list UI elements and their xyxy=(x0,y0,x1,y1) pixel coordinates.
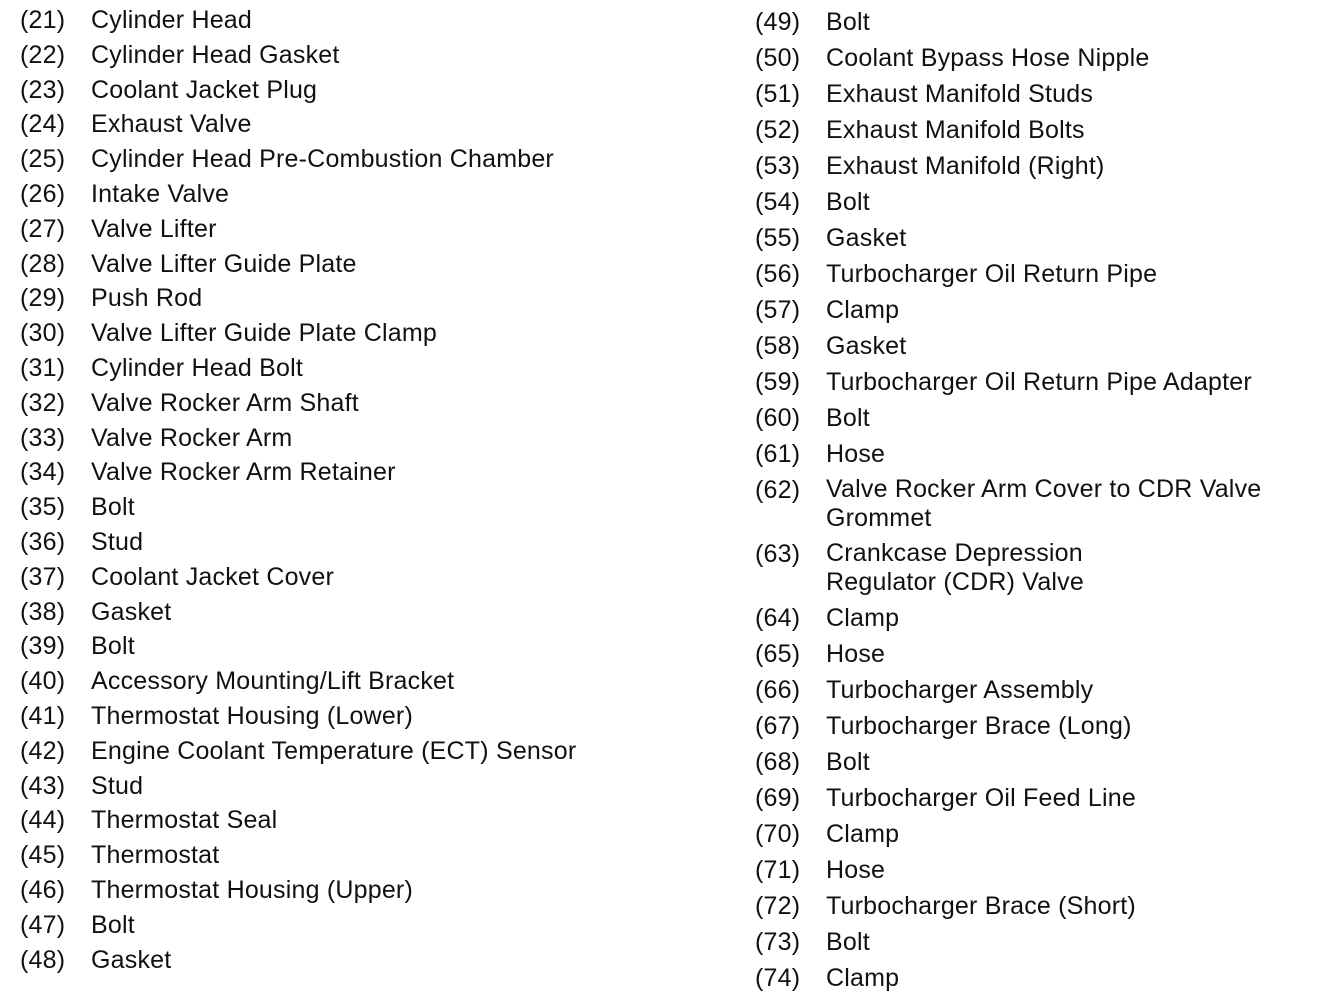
item-number: (43) xyxy=(20,771,66,800)
item-label xyxy=(91,3,252,38)
item-number: (30) xyxy=(20,319,66,348)
item-number: (74) xyxy=(755,964,801,992)
item-number: (69) xyxy=(755,784,801,812)
item-number: (68) xyxy=(755,748,801,776)
item-number: (28) xyxy=(20,249,66,278)
item-label-line: Coolant Jacket Plug xyxy=(91,75,318,104)
item-number: (62) xyxy=(755,476,801,504)
item-label-line: Turbocharger Assembly xyxy=(826,676,1094,704)
item-label-line: Stud xyxy=(91,771,144,800)
item-label-line: Coolant Bypass Hose Nipple xyxy=(826,44,1150,72)
item-label xyxy=(826,76,1093,112)
item-number: (40) xyxy=(20,667,66,696)
legend-item xyxy=(20,734,710,769)
legend-item xyxy=(755,400,1325,436)
item-number: (41) xyxy=(20,701,66,730)
item-label-line: Regulator (CDR) Valve xyxy=(826,568,1084,596)
legend-item xyxy=(755,148,1325,184)
item-number: (63) xyxy=(755,540,801,568)
item-label xyxy=(826,184,870,220)
item-label xyxy=(91,386,359,421)
item-label-line: Turbocharger Oil Feed Line xyxy=(826,784,1136,812)
item-number: (61) xyxy=(755,440,801,468)
item-label xyxy=(91,38,340,73)
item-label-line: Bolt xyxy=(826,928,870,956)
item-number: (73) xyxy=(755,928,801,956)
item-label-line: Valve Rocker Arm Cover to CDR Valve xyxy=(826,475,1262,503)
item-label-line: Bolt xyxy=(91,493,135,522)
legend-item xyxy=(20,908,710,943)
item-number: (57) xyxy=(755,296,801,324)
legend-item xyxy=(755,924,1325,960)
item-label xyxy=(91,212,217,247)
legend-item xyxy=(20,316,710,351)
item-label xyxy=(826,960,899,996)
legend-item xyxy=(20,595,710,630)
item-label-line: Bolt xyxy=(826,404,870,432)
item-number: (35) xyxy=(20,493,66,522)
item-number: (71) xyxy=(755,856,801,884)
item-label-line: Push Rod xyxy=(91,284,203,313)
item-label-line: Crankcase Depression xyxy=(826,539,1083,567)
item-label-line: Cylinder Head Pre-Combustion Chamber xyxy=(91,145,554,174)
legend-item xyxy=(755,888,1325,924)
legend-item xyxy=(755,436,1325,472)
item-label xyxy=(91,142,554,177)
item-label-line: Valve Lifter Guide Plate xyxy=(91,249,357,278)
item-number: (58) xyxy=(755,332,801,360)
legend-item xyxy=(20,107,710,142)
item-number: (56) xyxy=(755,260,801,288)
legend-item xyxy=(755,184,1325,220)
item-label xyxy=(91,351,303,386)
item-label xyxy=(91,734,576,769)
item-number: (48) xyxy=(20,945,66,974)
item-label xyxy=(826,636,885,672)
item-label xyxy=(91,560,334,595)
legend-item xyxy=(20,629,710,664)
item-number: (24) xyxy=(20,110,66,139)
item-number: (60) xyxy=(755,404,801,432)
legend-item xyxy=(20,490,710,525)
item-label xyxy=(91,107,252,142)
item-label xyxy=(91,629,135,664)
item-label-line: Valve Rocker Arm Shaft xyxy=(91,388,359,417)
item-number: (51) xyxy=(755,80,801,108)
item-label xyxy=(91,525,143,560)
item-number: (50) xyxy=(755,44,801,72)
item-label-line: Clamp xyxy=(826,604,900,632)
legend-item xyxy=(20,421,710,456)
legend-item xyxy=(20,699,710,734)
legend-item xyxy=(755,960,1325,996)
item-label-line: Bolt xyxy=(826,748,870,776)
item-label xyxy=(826,256,1157,292)
legend-item xyxy=(20,386,710,421)
item-label-line: Turbocharger Brace (Long) xyxy=(826,712,1132,740)
item-number: (36) xyxy=(20,527,66,556)
item-label-line: Engine Coolant Temperature (ECT) Sensor xyxy=(91,736,577,765)
legend-column-left xyxy=(20,3,710,977)
item-label-line: Thermostat Housing (Upper) xyxy=(91,875,413,904)
item-number: (46) xyxy=(20,875,66,904)
item-label-line: Bolt xyxy=(91,910,135,939)
item-number: (65) xyxy=(755,640,801,668)
item-number: (21) xyxy=(20,6,66,34)
legend-item xyxy=(755,4,1325,40)
item-label xyxy=(91,908,135,943)
item-label xyxy=(826,4,870,40)
item-label xyxy=(826,40,1149,76)
item-label-line: Coolant Jacket Cover xyxy=(91,562,335,591)
legend-item xyxy=(755,40,1325,76)
item-label xyxy=(826,328,906,364)
item-label xyxy=(91,873,413,908)
item-number: (23) xyxy=(20,75,66,104)
item-label-line: Cylinder Head Bolt xyxy=(91,353,304,382)
item-label xyxy=(826,112,1085,148)
legend-item xyxy=(20,873,710,908)
item-label xyxy=(826,292,899,328)
legend-item xyxy=(20,664,710,699)
item-number: (49) xyxy=(755,8,801,36)
item-label xyxy=(91,73,317,108)
item-label xyxy=(826,816,899,852)
legend-item xyxy=(20,142,710,177)
legend-item xyxy=(755,744,1325,780)
legend-item xyxy=(755,852,1325,888)
legend-item xyxy=(755,328,1325,364)
legend-item xyxy=(20,351,710,386)
item-label xyxy=(826,400,870,436)
legend-item xyxy=(20,3,710,38)
item-label-line: Turbocharger Brace (Short) xyxy=(826,892,1136,920)
legend-item xyxy=(20,838,710,873)
item-number: (45) xyxy=(20,841,66,870)
legend-item xyxy=(20,73,710,108)
item-label-line: Valve Lifter xyxy=(91,214,217,243)
item-label-line: Thermostat Housing (Lower) xyxy=(91,701,413,730)
item-label-line: Clamp xyxy=(826,964,900,992)
item-number: (52) xyxy=(755,116,801,144)
item-label-line: Turbocharger Oil Return Pipe xyxy=(826,260,1158,288)
item-number: (55) xyxy=(755,224,801,252)
item-label xyxy=(826,672,1093,708)
item-label-line: Clamp xyxy=(826,820,900,848)
item-label xyxy=(91,769,143,804)
item-number: (66) xyxy=(755,676,801,704)
legend-item xyxy=(755,780,1325,816)
item-label xyxy=(91,490,135,525)
item-label-line: Gasket xyxy=(91,597,172,626)
legend-item xyxy=(20,38,710,73)
item-label xyxy=(826,852,885,888)
item-label xyxy=(91,838,219,873)
legend-item xyxy=(20,769,710,804)
legend-item xyxy=(755,816,1325,852)
item-label-line: Stud xyxy=(91,527,144,556)
item-number: (22) xyxy=(20,40,66,69)
item-label xyxy=(91,281,202,316)
item-number: (70) xyxy=(755,820,801,848)
item-label-line: Thermostat xyxy=(91,841,220,870)
legend-item xyxy=(755,636,1325,672)
item-label-line: Hose xyxy=(826,856,886,884)
item-number: (37) xyxy=(20,562,66,591)
item-label-line: Exhaust Valve xyxy=(91,110,252,139)
item-label xyxy=(826,780,1136,816)
item-label-line: Thermostat Seal xyxy=(91,806,278,835)
legend-item xyxy=(755,600,1325,636)
legend-item xyxy=(755,536,1325,600)
legend-item xyxy=(20,212,710,247)
item-label xyxy=(826,600,899,636)
item-number: (33) xyxy=(20,423,66,452)
legend-item xyxy=(755,76,1325,112)
item-number: (25) xyxy=(20,145,66,174)
legend-item xyxy=(755,256,1325,292)
legend-item xyxy=(755,112,1325,148)
item-label-line: Cylinder Head xyxy=(91,6,253,34)
legend-item xyxy=(20,281,710,316)
item-number: (44) xyxy=(20,806,66,835)
item-label-line: Valve Rocker Arm Retainer xyxy=(91,458,396,487)
item-label-line: Gasket xyxy=(826,224,907,252)
item-label xyxy=(91,595,171,630)
legend-column-right xyxy=(755,4,1325,996)
legend-item xyxy=(20,455,710,490)
item-number: (39) xyxy=(20,632,66,661)
legend-item xyxy=(20,943,710,978)
item-label xyxy=(91,803,277,838)
item-label xyxy=(91,247,357,282)
item-label-line: Exhaust Manifold (Right) xyxy=(826,152,1105,180)
item-number: (32) xyxy=(20,388,66,417)
item-label-line: Cylinder Head Gasket xyxy=(91,40,340,69)
legend-item xyxy=(755,472,1325,536)
item-label-line: Gasket xyxy=(826,332,907,360)
item-label-line: Hose xyxy=(826,440,886,468)
item-number: (53) xyxy=(755,152,801,180)
item-label-line: Accessory Mounting/Lift Bracket xyxy=(91,667,455,696)
item-number: (29) xyxy=(20,284,66,313)
item-label-line: Grommet xyxy=(826,504,932,532)
item-label-line: Gasket xyxy=(91,945,172,974)
item-number: (67) xyxy=(755,712,801,740)
item-number: (42) xyxy=(20,736,66,765)
item-label-line: Valve Rocker Arm xyxy=(91,423,293,452)
item-number: (47) xyxy=(20,910,66,939)
item-number: (26) xyxy=(20,179,66,208)
legend-item xyxy=(755,708,1325,744)
item-number: (34) xyxy=(20,458,66,487)
item-label xyxy=(91,316,437,351)
item-number: (72) xyxy=(755,892,801,920)
item-label-line: Intake Valve xyxy=(91,179,230,208)
item-label xyxy=(826,924,870,960)
item-label xyxy=(826,472,1261,533)
item-label xyxy=(826,436,885,472)
item-label xyxy=(91,699,413,734)
item-label xyxy=(91,421,292,456)
item-label-line: Bolt xyxy=(91,632,135,661)
item-label xyxy=(826,536,1084,597)
legend-item xyxy=(20,560,710,595)
item-label xyxy=(826,364,1252,400)
item-label xyxy=(826,220,906,256)
legend-item xyxy=(20,803,710,838)
item-number: (27) xyxy=(20,214,66,243)
item-label-line: Valve Lifter Guide Plate Clamp xyxy=(91,319,437,348)
item-label-line: Exhaust Manifold Bolts xyxy=(826,116,1085,144)
legend-item xyxy=(755,292,1325,328)
legend-item xyxy=(755,364,1325,400)
item-label xyxy=(826,148,1105,184)
item-number: (31) xyxy=(20,353,66,382)
item-label-line: Turbocharger Oil Return Pipe Adapter xyxy=(826,368,1252,396)
item-label-line: Hose xyxy=(826,640,886,668)
item-label-line: Clamp xyxy=(826,296,900,324)
item-label xyxy=(826,888,1136,924)
legend-item xyxy=(755,220,1325,256)
item-number: (54) xyxy=(755,188,801,216)
item-label-line: Bolt xyxy=(826,188,870,216)
item-number: (59) xyxy=(755,368,801,396)
legend-item xyxy=(755,672,1325,708)
legend-item xyxy=(20,177,710,212)
item-label xyxy=(91,943,171,978)
item-label xyxy=(826,744,870,780)
item-label-line: Bolt xyxy=(826,8,870,36)
item-label xyxy=(826,708,1132,744)
item-number: (38) xyxy=(20,597,66,626)
item-label xyxy=(91,664,454,699)
item-label xyxy=(91,455,396,490)
item-label xyxy=(91,177,229,212)
legend-item xyxy=(20,525,710,560)
legend-item xyxy=(20,247,710,282)
item-label-line: Exhaust Manifold Studs xyxy=(826,80,1094,108)
item-number: (64) xyxy=(755,604,801,632)
